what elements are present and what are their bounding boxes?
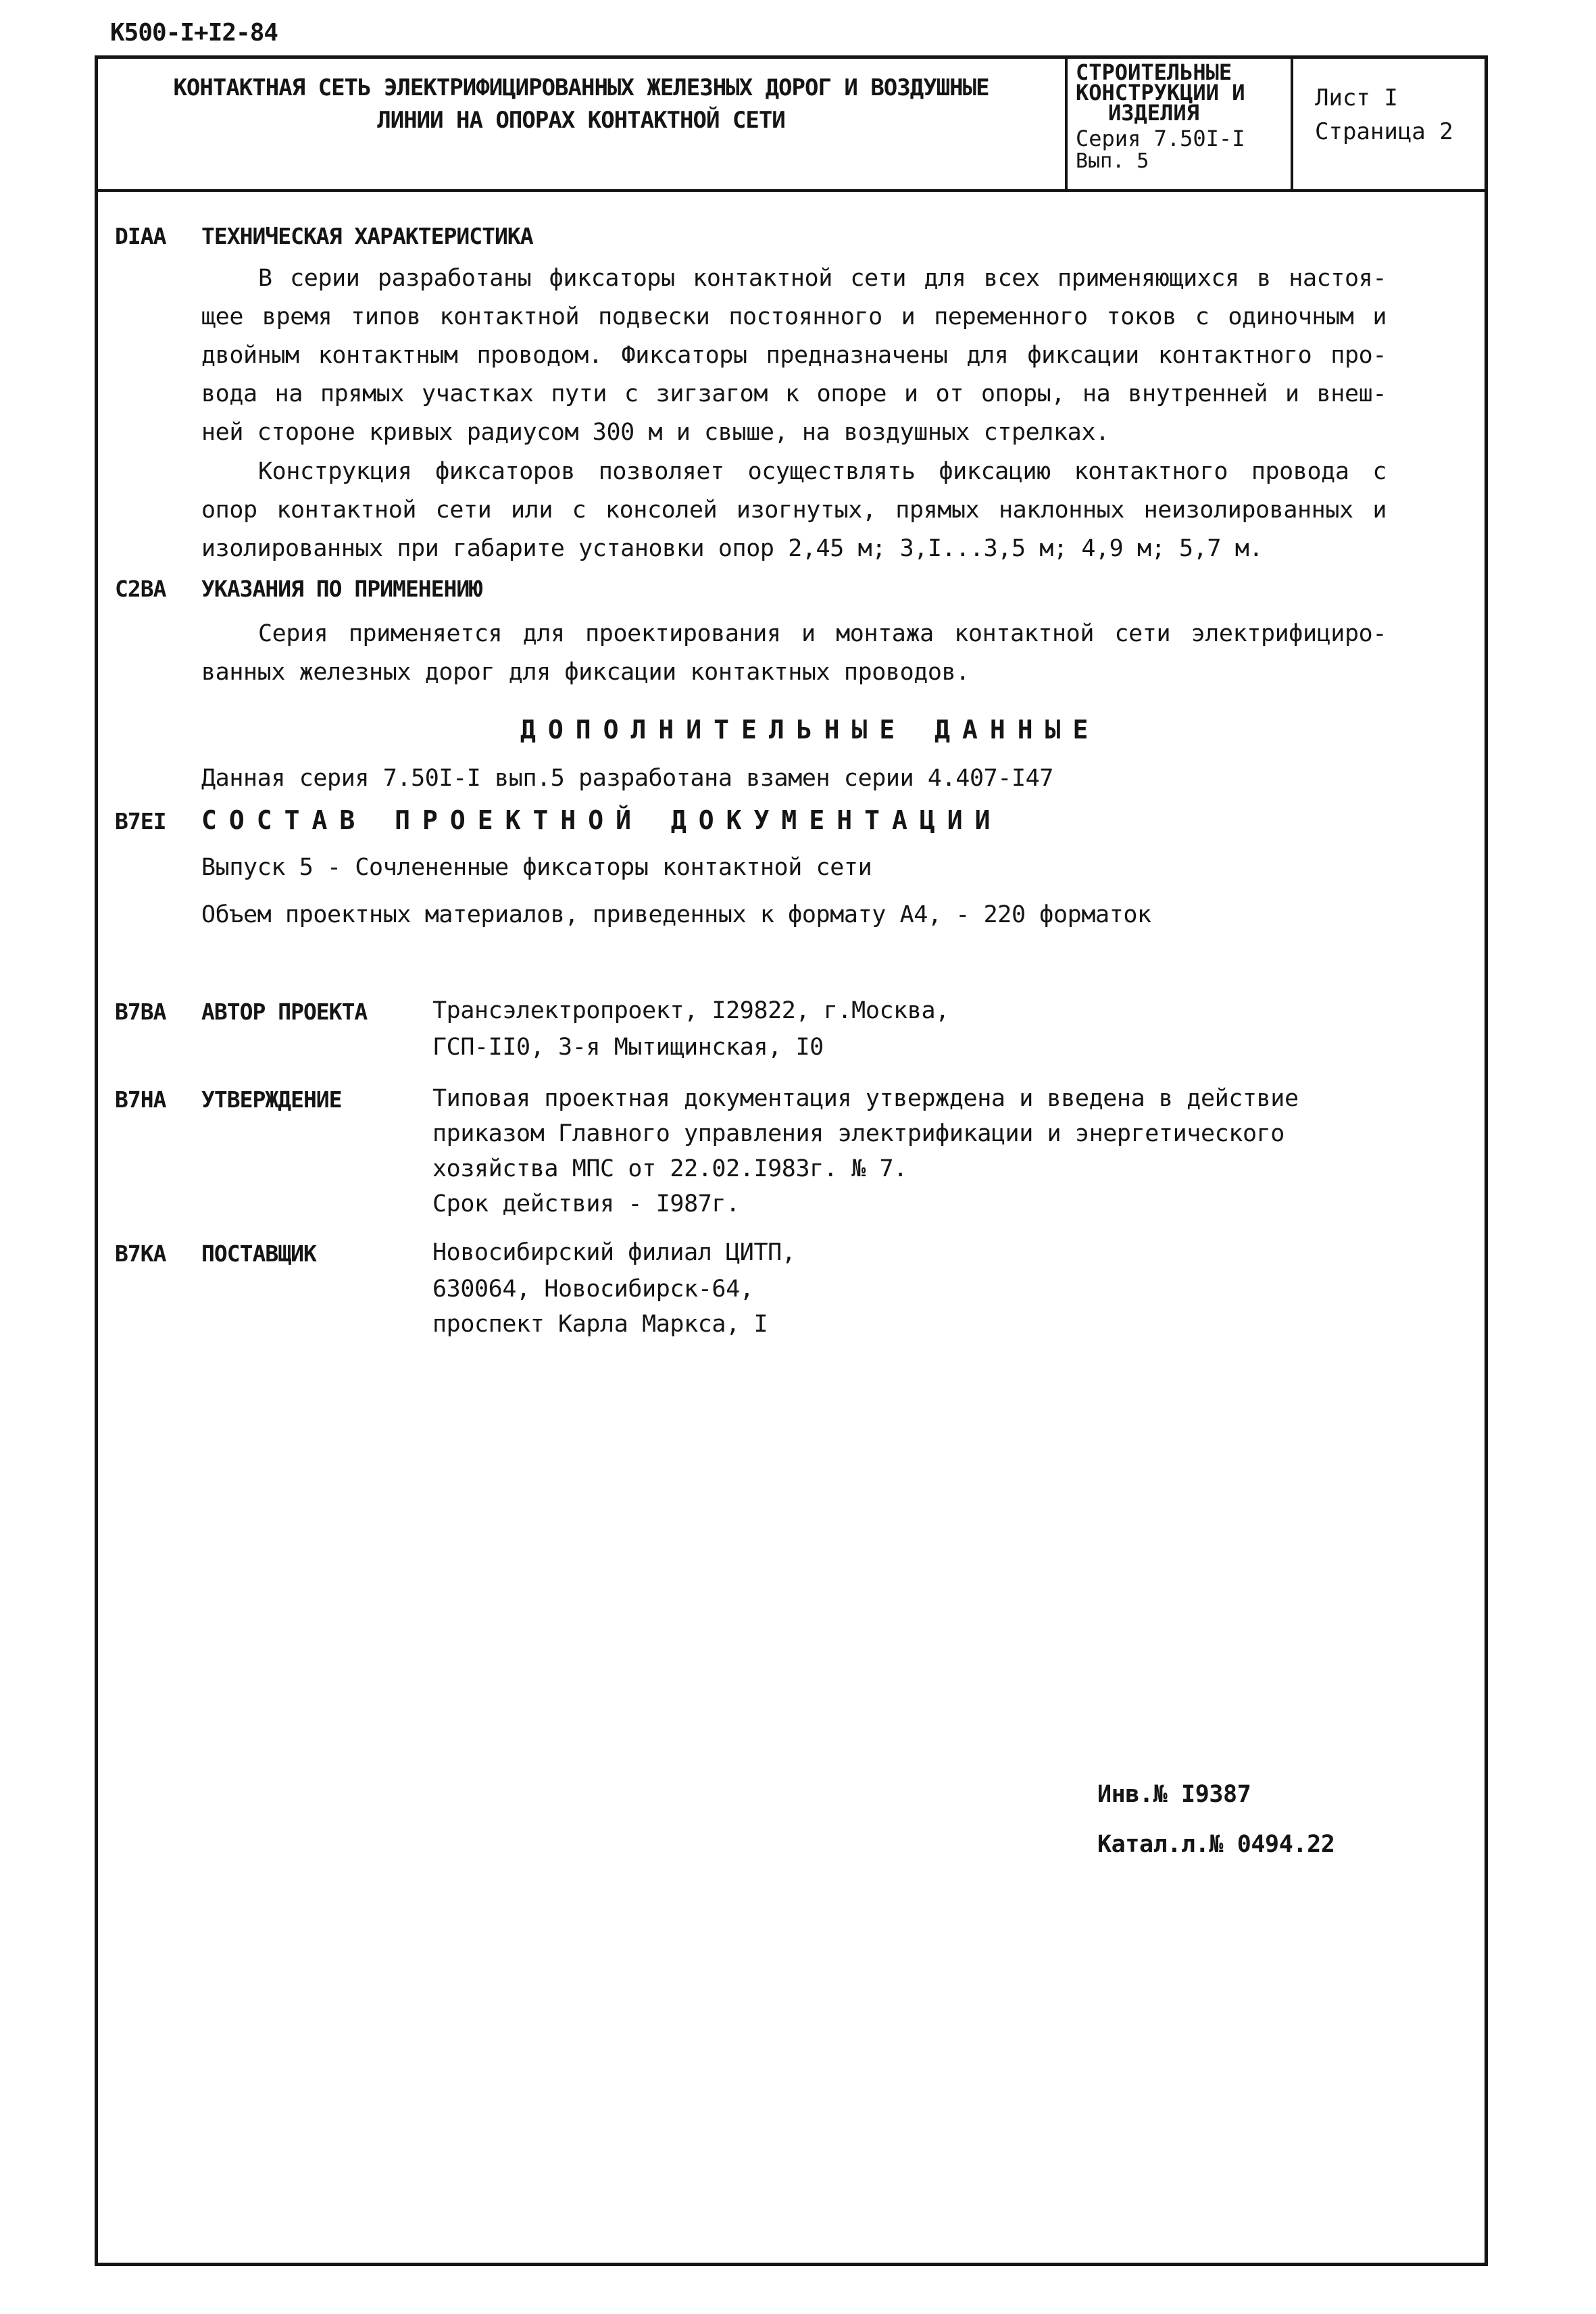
supplier-line: 630064, Новосибирск-64, [432, 1276, 754, 1303]
section-title: СОСТАВ ПРОЕКТНОЙ ДОКУМЕНТАЦИИ [201, 805, 1003, 835]
section-code: B7BA [115, 999, 166, 1025]
section-code: B7EI [115, 808, 166, 834]
header-vline-2 [1291, 55, 1293, 189]
paragraph-line: щее время типов контактной подвески постоянного и переменного токов с одиночным и [201, 303, 1387, 330]
header-sheet: Лист I [1315, 84, 1398, 111]
header-divider [95, 189, 1488, 192]
header-series: Серия 7.50I-I [1076, 126, 1245, 151]
header-page: Страница 2 [1315, 118, 1453, 145]
section-label: ПОСТАВЩИК [201, 1240, 316, 1267]
approval-line: Типовая проектная документация утверждена и введена в действие [432, 1085, 1299, 1112]
paragraph-line: В серии разработаны фиксаторы контактной сети для всех применяющихся в настоя- [258, 265, 1387, 292]
header-category-line-1: СТРОИТЕЛЬНЫЕ [1076, 59, 1232, 85]
composition-line: Выпуск 5 - Сочлененные фиксаторы контактной сети [201, 854, 872, 881]
header-title-line-2: ЛИНИИ НА ОПОРАХ КОНТАКТНОЙ СЕТИ [377, 107, 785, 134]
paragraph-line: изолированных при габарите установки опор 2,45 м; 3,I...3,5 м; 4,9 м; 5,7 м. [201, 535, 1264, 562]
paragraph [201, 453, 1387, 568]
paragraph-line: двойным контактным проводом. Фиксаторы предназначены для фиксации контактного про- [201, 342, 1387, 369]
approval-line: Срок действия - I987г. [432, 1190, 740, 1217]
additional-text: Данная серия 7.50I-I вып.5 разработана взамен серии 4.407-I47 [201, 765, 1053, 792]
section-code: B7KA [115, 1240, 166, 1267]
section-code: B7HA [115, 1086, 166, 1113]
approval-line: приказом Главного управления электрификации и энергетического [432, 1120, 1285, 1147]
section-title: ТЕХНИЧЕСКАЯ ХАРАКТЕРИСТИКА [201, 223, 533, 249]
header-issue: Вып. 5 [1076, 149, 1149, 173]
catalog-number: Катал.л.№ 0494.22 [1097, 1831, 1335, 1858]
document-code: К500-I+I2-84 [110, 19, 278, 47]
paragraph-line: ней стороне кривых радиусом 300 м и свыше, на воздушных стрелках. [201, 419, 1109, 446]
header-vline-1 [1065, 55, 1068, 189]
paragraph-line: вода на прямых участках пути с зигзагом к опоре и от опоры, на внутренней и внеш- [201, 380, 1387, 407]
paragraph [201, 259, 1387, 452]
author-line: Трансэлектропроект, I29822, г.Москва, [432, 997, 949, 1024]
approval-line: хозяйства МПС от 22.02.I983г. № 7. [432, 1155, 907, 1182]
header-category-line-3: ИЗДЕЛИЯ [1108, 100, 1199, 126]
section-code: DIAA [115, 223, 166, 249]
paragraph [201, 615, 1387, 692]
paragraph-line: ванных железных дорог для фиксации контактных проводов. [201, 659, 970, 686]
author-line: ГСП-II0, 3-я Мытищинская, I0 [432, 1034, 824, 1061]
header-category-line-2: КОНСТРУКЦИИ И [1076, 80, 1245, 105]
section-code: C2BA [115, 576, 166, 602]
inventory-number: Инв.№ I9387 [1097, 1781, 1251, 1808]
header-title-line-1: КОНТАКТНАЯ СЕТЬ ЭЛЕКТРИФИЦИРОВАННЫХ ЖЕЛЕЗНЫХ ДОРОГ И ВОЗДУШНЫЕ [173, 74, 989, 101]
section-title: ДОПОЛНИТЕЛЬНЫЕ ДАННЫЕ [520, 715, 1101, 745]
paragraph-line: Серия применяется для проектирования и монтажа контактной сети электрифициро- [258, 620, 1387, 647]
paragraph-line: опор контактной сети или с консолей изогнутых, прямых наклонных неизолированных и [201, 497, 1387, 524]
paragraph-line: Конструкция фиксаторов позволяет осуществлять фиксацию контактного провода с [258, 458, 1387, 485]
supplier-line: проспект Карла Маркса, I [432, 1311, 768, 1338]
composition-line: Объем проектных материалов, приведенных к формату А4, - 220 форматок [201, 901, 1151, 928]
section-title: УКАЗАНИЯ ПО ПРИМЕНЕНИЮ [201, 576, 482, 602]
supplier-line: Новосибирский филиал ЦИТП, [432, 1239, 796, 1266]
section-label: АВТОР ПРОЕКТА [201, 999, 368, 1025]
section-label: УТВЕРЖДЕНИЕ [201, 1086, 342, 1113]
